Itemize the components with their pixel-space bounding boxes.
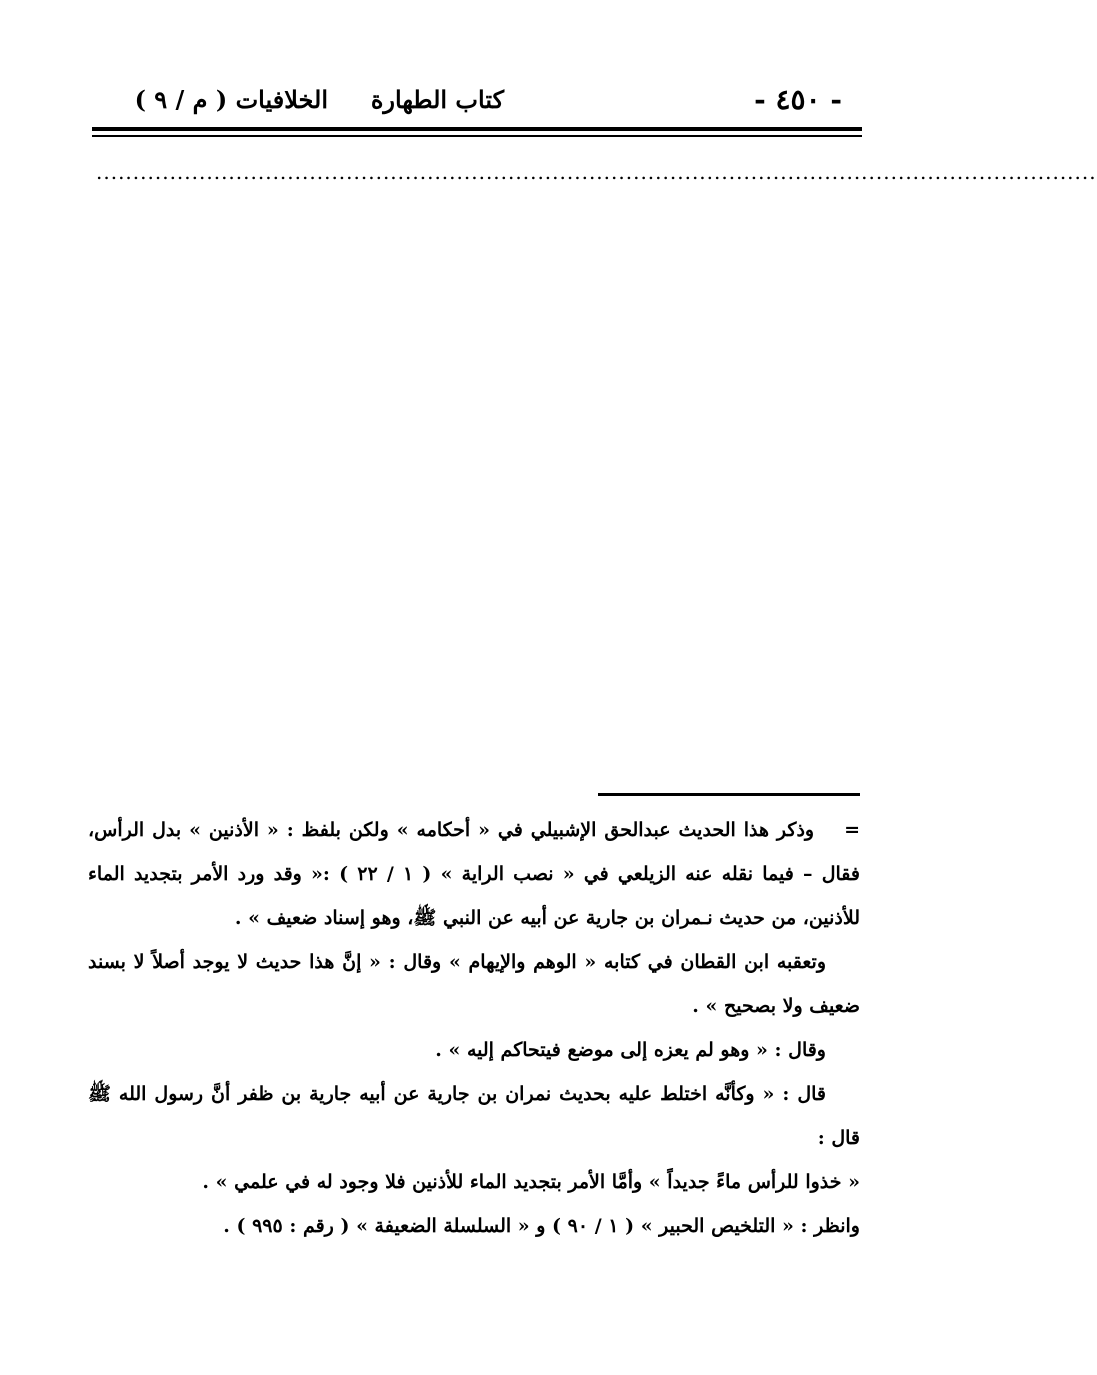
footnote-rule	[598, 793, 860, 796]
page-number: - ٤٥٠ -	[754, 83, 842, 116]
footnote-paragraph-3: وقال : « وهو لم يعزه إلى موضع فيتحاكم إليه » .	[435, 1039, 826, 1061]
header-rule-thin	[92, 135, 862, 137]
footnote-paragraph-6: وانظر : « التلخيص الحبير » ( ١ / ٩٠ ) و « السلسلة الضعيفة » ( رقم : ٩٩٥ ) .	[223, 1215, 860, 1237]
footnote-paragraph-1-text: وذكر هذا الحديث عبدالحق الإشبيلي في « أحكامه » ولكن بلفظ : « الأذنين » بدل الرأس، فقال – فيما نقله عنه الزيلعي في « نصب الراية » ( ١ / ٢٢ ) :« وقد ورد الأمر بتجديد الماء للأذنين، من حديث نـمران بن جارية عن أبيه عن النبي ﷺ، وهو إسناد ضعيف » .	[88, 819, 861, 929]
book-title: كتاب الطهارة	[370, 85, 504, 114]
continuation-marker: =	[844, 819, 860, 841]
footnote-paragraph-1	[88, 808, 860, 940]
header-rule-thick	[92, 127, 862, 131]
dotted-separator: ........................................................................................................................................	[96, 160, 1097, 184]
series-title: الخلافيات ( م / ٩ )	[134, 85, 328, 114]
footnote-paragraph-4: قال : « وكأنَّه اختلط عليه بحديث نمران بن جارية عن أبيه جارية بن ظفر أنَّ رسول الله ﷺ قال :	[88, 1083, 860, 1149]
footnote-paragraph-2: وتعقبه ابن القطان في كتابه « الوهم والإيهام » وقال : « إنَّ هذا حديث لا يوجد أصلاً لا بسند ضعيف ولا بصحيح » .	[88, 951, 860, 1017]
footnote-block	[88, 808, 860, 1248]
footnote-paragraph-5: « خذوا للرأس ماءً جديداً » وأمَّا الأمر بتجديد الماء للأذنين فلا وجود له في علمي » .	[202, 1171, 860, 1193]
running-header	[92, 70, 862, 126]
